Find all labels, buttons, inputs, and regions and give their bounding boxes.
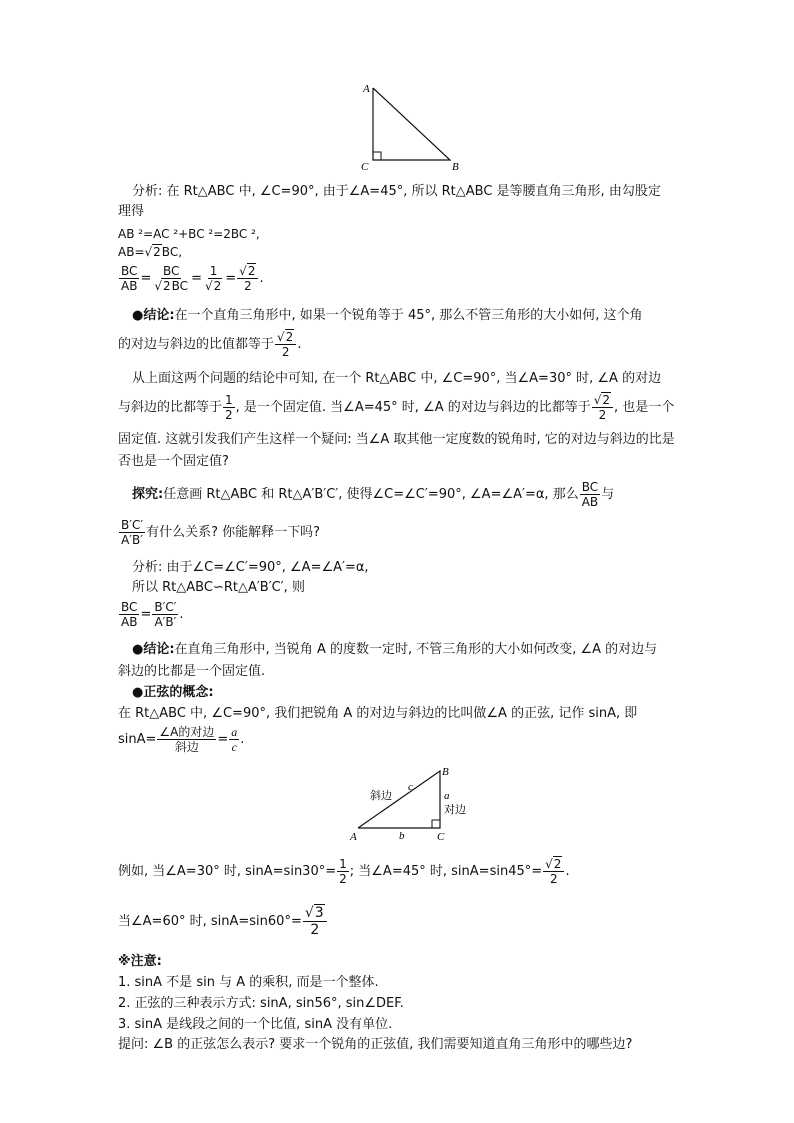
conclusion1-line2: 的对边与斜边的比值都等于 $\frac{√2}{2}$ . xyxy=(118,330,302,359)
question: 提问: ∠B 的正弦怎么表示? 要求一个锐角的正弦值, 我们需要知道直角三角形中的哪些边? xyxy=(118,1037,633,1052)
frac-bc-ab-prime: $\frac{B'C'}{A'B'}$ xyxy=(121,518,144,547)
analysis2-line1: 分析: 由于∠C=∠C′=90°, ∠A=∠A′=α, xyxy=(132,560,369,575)
conclusion2-line1: ●结论:在直角三角形中, 当锐角 A 的度数一定时, 不管三角形的大小如何改变, ∠A 的对边与 xyxy=(132,642,658,657)
analysis1-frac-equation: $\frac{BC}{AB}$ = $\frac{BC}{√2BC}$ = $\frac{1}{√2}$ = $\frac{√2}{2}$ . xyxy=(121,264,264,293)
frac-opposite-hypotenuse: $\frac{\text{∠A的对边}}{\text{斜边}}$ xyxy=(159,725,215,754)
conclusion2-line2: 斜边的比都是一个固定值. xyxy=(118,664,266,679)
fig2-label-hypotenuse: 斜边 xyxy=(370,790,392,802)
frac-1-2-p1: $\frac{1}{2}$ xyxy=(225,393,233,422)
sine-definition: sinA= $\frac{\text{∠A的对边}}{\text{斜边}}$ = $\frac{a}{c}$ . xyxy=(118,725,245,754)
frac-root3-2-ex: $\frac{√3}{2}$ xyxy=(303,905,327,938)
fig2-label-b: B xyxy=(442,766,449,778)
conclusion1-line1: ●结论:在一个直角三角形中, 如果一个锐角等于 45°, 那么不管三角形的大小如何, 这个角 xyxy=(132,308,643,323)
fig2-label-side-a: a xyxy=(444,790,450,802)
eq2-left: AB= xyxy=(118,245,145,259)
fig1-label-c: C xyxy=(361,161,369,173)
notes-label: ※注意: xyxy=(118,954,162,969)
frac-bc-ab-prime-a2: $\frac{B'C'}{A'B'}$ xyxy=(154,600,177,629)
analysis2-line2: 所以 Rt△ABC∽Rt△A′B′C′, 则 xyxy=(132,580,305,595)
para1-line4: 否也是一个固定值? xyxy=(118,454,229,469)
fig2-label-a: A xyxy=(350,831,357,843)
frac-1-2-ex: $\frac{1}{2}$ xyxy=(339,857,347,886)
analysis1-eq2 xyxy=(118,244,182,261)
explore-line2: $\frac{B'C'}{A'B'}$ 有什么关系? 你能解释一下吗? xyxy=(121,518,320,547)
para1-line2: 与斜边的比都等于 $\frac{1}{2}$ , 是一个固定值. 当∠A=45° 时, ∠A 的对边与斜边的比都等于 $\frac{√2}{2}$ , 也是一个 xyxy=(118,393,675,422)
frac-bc-ab-ex: $\frac{BC}{AB}$ xyxy=(581,480,599,509)
frac-bc-ab-a2: $\frac{BC}{AB}$ xyxy=(121,600,138,629)
frac-bc-ab: $\frac{BC}{AB}$ xyxy=(121,264,138,293)
frac-root2-2-c1: $\frac{√2}{2}$ xyxy=(275,330,296,359)
para1-line1: 从上面这两个问题的结论中可知, 在一个 Rt△ABC 中, ∠C=90°, 当∠A=30° 时, ∠A 的对边 xyxy=(132,371,662,386)
figure-triangle-abc xyxy=(355,80,475,175)
analysis1-eq1: AB ²=AC ²+BC ²=2BC ², xyxy=(118,227,260,241)
para1-line3: 固定值. 这就引发我们产生这样一个疑问: 当∠A 取其他一定度数的锐角时, 它的对边与斜边的比是 xyxy=(118,432,675,447)
fig2-label-side-b: b xyxy=(399,830,405,842)
note-2: 2. 正弦的三种表示方式: sinA, sin56°, sin∠DEF. xyxy=(118,996,404,1011)
frac-root2-2: $\frac{√2}{2}$ xyxy=(237,264,258,293)
explore-line1: 探究:任意画 Rt△ABC 和 Rt△A′B′C′, 使得∠C=∠C′=90°, ∠A=∠A′=α, 那么 $\frac{BC}{AB}$ 与 xyxy=(132,480,615,509)
frac-a-c: $\frac{a}{c}$ xyxy=(231,725,238,754)
fig2-label-side-c: c xyxy=(408,781,413,793)
eq2-sqrt: √2 xyxy=(144,245,161,259)
explore-label: 探究: xyxy=(132,487,164,502)
sine-concept-line1: 在 Rt△ABC 中, ∠C=90°, 我们把锐角 A 的对边与斜边的比叫做∠A 的正弦, 记作 sinA, 即 xyxy=(118,706,638,721)
fig1-label-a: A xyxy=(363,83,370,95)
examples-line1: 例如, 当∠A=30° 时, sinA=sin30°= $\frac{1}{2}$ ; 当∠A=45° 时, sinA=sin45°= $\frac{√2}{2}$ . xyxy=(118,857,570,886)
fig1-label-b: B xyxy=(452,161,459,173)
note-1: 1. sinA 不是 sin 与 A 的乘积, 而是一个整体. xyxy=(118,975,379,990)
note-3: 3. sinA 是线段之间的一个比值, sinA 没有单位. xyxy=(118,1017,393,1032)
figure-sine-triangle xyxy=(340,763,470,843)
analysis1-line2: 理得 xyxy=(118,204,145,219)
fig2-label-c-vertex: C xyxy=(437,831,445,843)
analysis2-frac-equation: $\frac{BC}{AB}$ = $\frac{B'C'}{A'B'}$ . xyxy=(121,600,184,629)
frac-bc-root2bc: $\frac{BC}{√2BC}$ xyxy=(154,264,189,293)
eq2-right: BC, xyxy=(161,245,183,259)
frac-1-root2: $\frac{1}{√2}$ xyxy=(204,264,222,293)
examples-line2: 当∠A=60° 时, sinA=sin60°= $\frac{√3}{2}$ xyxy=(118,905,328,938)
fig2-label-opposite: 对边 xyxy=(444,804,466,816)
frac-root2-2-ex: $\frac{√2}{2}$ xyxy=(543,857,564,886)
conclusion1-label: ●结论: xyxy=(132,308,175,323)
conclusion2-label: ●结论: xyxy=(132,642,175,657)
analysis1-line1: 分析: 在 Rt△ABC 中, ∠C=90°, 由于∠A=45°, 所以 Rt△ABC 是等腰直角三角形, 由勾股定 xyxy=(132,184,661,199)
frac-root2-2-p1: $\frac{√2}{2}$ xyxy=(592,393,613,422)
sine-concept-label: ●正弦的概念: xyxy=(132,685,214,700)
